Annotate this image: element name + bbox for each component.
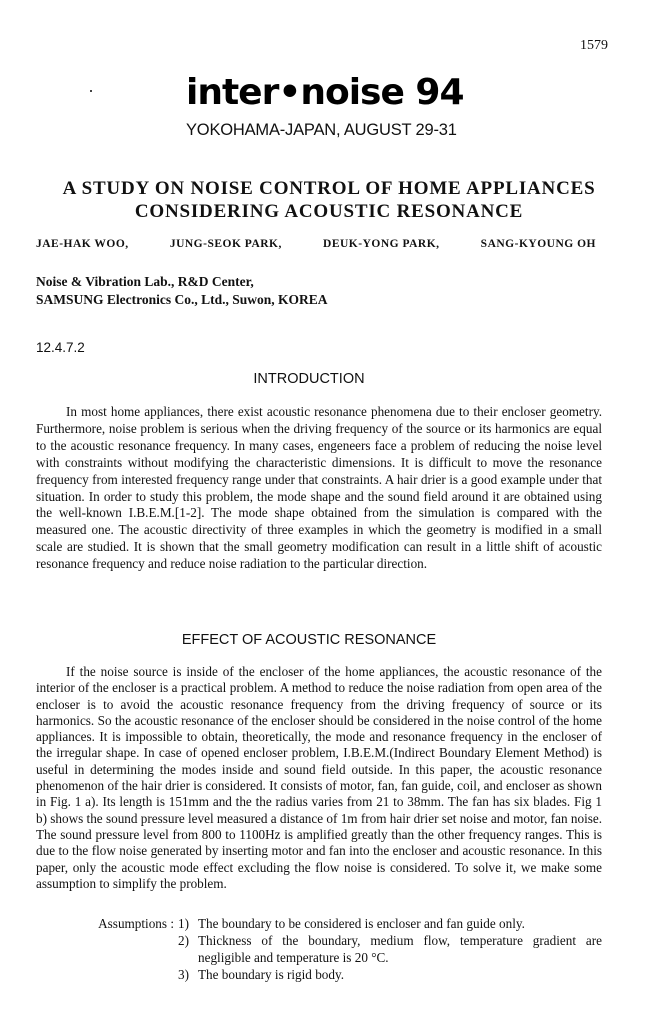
conference-venue: YOKOHAMA-JAPAN, AUGUST 29-31 <box>186 121 457 139</box>
title-line-1: A STUDY ON NOISE CONTROL OF HOME APPLIANCES <box>62 178 596 199</box>
assumptions-list <box>36 915 602 983</box>
acoustic-resonance-paragraph: If the noise source is inside of the encloser of the home appliances, the acoustic resonance of the interior of the encloser is a practical problem. A method to reduce the noise radiation from open area of the encloser is to avoid the acoustic resonance frequency from the driving frequency of source or its harmonics. So the acoustic resonance of the encloser should be considered in the noise control of the home appliances. It is impossible to obtain, theoretically, the mode and resonance frequency in the encloser of the irregular shape. In case of opened encloser problem, I.B.E.M.(Indirect Boundary Element Method) is useful in determining the modes inside and sound field outside. In this paper, the acoustic resonance phenomenon of the hair drier is considered. It consists of motor, fan, fan guide, coil, and encloser as shown in Fig. 1 a). Its length is 151mm and the the radius varies from 21 to 38mm. The fan has six blades. Fig 1 b) shows the sound pressure level measured a distance of 1m from hair drier set noise and motor, fan noise. The sound pressure level from 800 to 1100Hz is amplified greatly than the other frequency ranges. This is due to the flow noise generated by inserting motor and fan into the encloser and acoustic resonance. In this paper, only the acoustic mode effect excluding the flow noise is considered. To solve it, we make some assumption to simplify the problem. <box>36 664 603 891</box>
scan-speck <box>90 90 92 92</box>
author-1: JAE-HAK WOO, <box>36 238 129 250</box>
author-4: SANG-KYOUNG OH <box>480 238 596 250</box>
assumption-item <box>36 915 602 932</box>
page-number: 1579 <box>580 38 608 53</box>
affiliation-line-2: SAMSUNG Electronics Co., Ltd., Suwon, KOREA <box>36 292 328 307</box>
conference-logo: inter•noise 94 <box>186 72 464 113</box>
author-list <box>36 238 596 250</box>
author-3: DEUK-YONG PARK, <box>323 238 440 250</box>
assumption-text: Thickness of the boundary, medium flow, temperature gradient are negligible and temperature is 20 °C. <box>198 933 602 965</box>
section-heading-acoustic-resonance: EFFECT OF ACOUSTIC RESONANCE <box>181 632 437 648</box>
assumption-number: 3) <box>178 967 189 982</box>
title-line-2: CONSIDERING ACOUSTIC RESONANCE <box>134 201 524 222</box>
section-heading-introduction: INTRODUCTION <box>253 371 365 387</box>
affiliation <box>36 273 328 309</box>
assumption-text: The boundary is rigid body. <box>198 967 345 982</box>
assumption-text: The boundary to be considered is encloser and fan guide only. <box>198 916 525 931</box>
assumptions-lead: Assumptions : <box>98 916 174 931</box>
assumption-number: 1) <box>178 916 189 931</box>
affiliation-line-1: Noise & Vibration Lab., R&D Center, <box>36 274 254 289</box>
classification-code: 12.4.7.2 <box>36 340 85 355</box>
assumption-number: 2) <box>178 933 189 948</box>
author-2: JUNG-SEOK PARK, <box>169 238 282 250</box>
paper-title <box>20 177 638 223</box>
assumption-item <box>36 932 602 966</box>
assumption-item <box>36 966 602 983</box>
introduction-paragraph: In most home appliances, there exist acoustic resonance phenomena due to their encloser geometry. Furthermore, noise problem is serious when the driving frequency of the source or its harmonics are equal to the acoustic resonance frequency. In many cases, engeneers face a problem of reducing the noise level with constraints without modifying the characteristic dimensions. It is difficult to move the resonance frequency from interested frequency range under that constraints. A hair drier is a good example under that situation. In order to study this problem, the mode shape and the sound field around it are obtained using the well-known I.B.E.M.[1-2]. The mode shape obtained from the simulation is compared with the measured one. The acoustic directivity of three examples in which the geometry is modified in a small scale are studied. It is shown that the small geometry modification can result in a little shift of acoustic resonance frequency and reduce noise radiation to the particular direction. <box>36 404 602 572</box>
